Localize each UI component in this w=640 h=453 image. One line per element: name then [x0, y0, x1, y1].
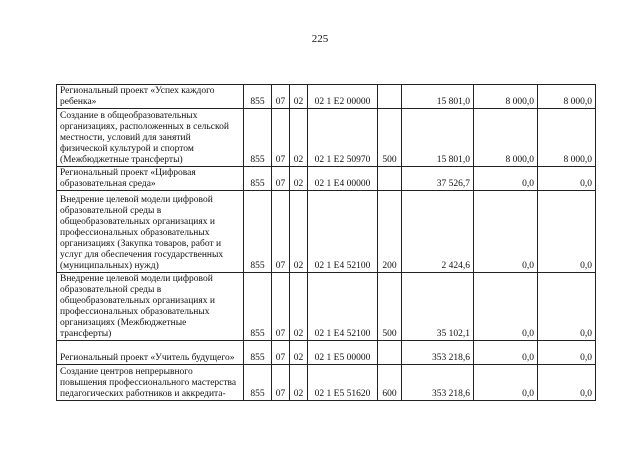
expense-type-code: 600 — [378, 365, 402, 401]
page-number: 225 — [311, 33, 329, 45]
table-row — [57, 273, 596, 341]
subsection-code: 02 — [290, 85, 308, 109]
ved-code: 855 — [244, 85, 272, 109]
target-article-code: 02 1 E4 52100 — [308, 191, 378, 273]
expense-type-code: 200 — [378, 191, 402, 273]
amount-year-2: 0,0 — [474, 341, 538, 365]
expense-type-code: 500 — [378, 273, 402, 341]
amount-year-1: 15 801,0 — [402, 85, 474, 109]
subsection-code: 02 — [290, 365, 308, 401]
section-code: 07 — [272, 191, 290, 273]
amount-year-2: 0,0 — [474, 191, 538, 273]
amount-year-2: 0,0 — [474, 365, 538, 401]
ved-code: 855 — [244, 191, 272, 273]
row-name: Региональный проект «Успех каждого ребенка» — [57, 85, 244, 109]
amount-year-1: 15 801,0 — [402, 109, 474, 167]
section-code: 07 — [272, 341, 290, 365]
target-article-code: 02 1 E5 00000 — [308, 341, 378, 365]
amount-year-3: 0,0 — [538, 167, 596, 191]
expense-type-code — [378, 85, 402, 109]
amount-year-2: 0,0 — [474, 273, 538, 341]
row-name: Внедрение целевой модели цифровой образовательной среды в общеобразовательных организациях и профессиональных образовательных организациях (Закупка товаров, работ и услуг для обеспечения государственных (муниципальных) нужд) — [57, 191, 244, 273]
row-name: Создание центров непрерывного повышения профессионального мастерства педагогических работников и аккредита- — [57, 365, 244, 401]
row-name: Создание в общеобразовательных организациях, расположенных в сельской местности, условий для занятий физической культурой и спортом (Межбюджетные трансферты) — [57, 109, 244, 167]
amount-year-3: 0,0 — [538, 365, 596, 401]
amount-year-3: 0,0 — [538, 273, 596, 341]
table-row — [57, 85, 596, 109]
section-code: 07 — [272, 109, 290, 167]
expense-type-code — [378, 341, 402, 365]
section-code: 07 — [272, 167, 290, 191]
amount-year-3: 8 000,0 — [538, 109, 596, 167]
amount-year-3: 8 000,0 — [538, 85, 596, 109]
ved-code: 855 — [244, 365, 272, 401]
amount-year-2: 0,0 — [474, 167, 538, 191]
ved-code: 855 — [244, 273, 272, 341]
amount-year-1: 2 424,6 — [402, 191, 474, 273]
table-row — [57, 167, 596, 191]
subsection-code: 02 — [290, 109, 308, 167]
row-name: Региональный проект «Цифровая образовательная среда» — [57, 167, 244, 191]
table-row — [57, 109, 596, 167]
ved-code: 855 — [244, 341, 272, 365]
amount-year-1: 353 218,6 — [402, 341, 474, 365]
target-article-code: 02 1 E4 52100 — [308, 273, 378, 341]
subsection-code: 02 — [290, 341, 308, 365]
amount-year-3: 0,0 — [538, 191, 596, 273]
ved-code: 855 — [244, 167, 272, 191]
ved-code: 855 — [244, 109, 272, 167]
subsection-code: 02 — [290, 191, 308, 273]
target-article-code: 02 1 E4 00000 — [308, 167, 378, 191]
expense-type-code: 500 — [378, 109, 402, 167]
amount-year-3: 0,0 — [538, 341, 596, 365]
target-article-code: 02 1 E5 51620 — [308, 365, 378, 401]
expense-type-code — [378, 167, 402, 191]
table-row — [57, 341, 596, 365]
target-article-code: 02 1 E2 00000 — [308, 85, 378, 109]
subsection-code: 02 — [290, 273, 308, 341]
target-article-code: 02 1 E2 50970 — [308, 109, 378, 167]
section-code: 07 — [272, 85, 290, 109]
section-code: 07 — [272, 273, 290, 341]
budget-table — [56, 84, 596, 401]
amount-year-2: 8 000,0 — [474, 85, 538, 109]
row-name: Внедрение целевой модели цифровой образовательной среды в общеобразовательных организациях и профессиональных образовательных организациях (Межбюджетные трансферты) — [57, 273, 244, 341]
amount-year-2: 8 000,0 — [474, 109, 538, 167]
amount-year-1: 353 218,6 — [402, 365, 474, 401]
table-row — [57, 365, 596, 401]
amount-year-1: 35 102,1 — [402, 273, 474, 341]
amount-year-1: 37 526,7 — [402, 167, 474, 191]
subsection-code: 02 — [290, 167, 308, 191]
row-name: Региональный проект «Учитель будущего» — [57, 341, 244, 365]
section-code: 07 — [272, 365, 290, 401]
table-row — [57, 191, 596, 273]
